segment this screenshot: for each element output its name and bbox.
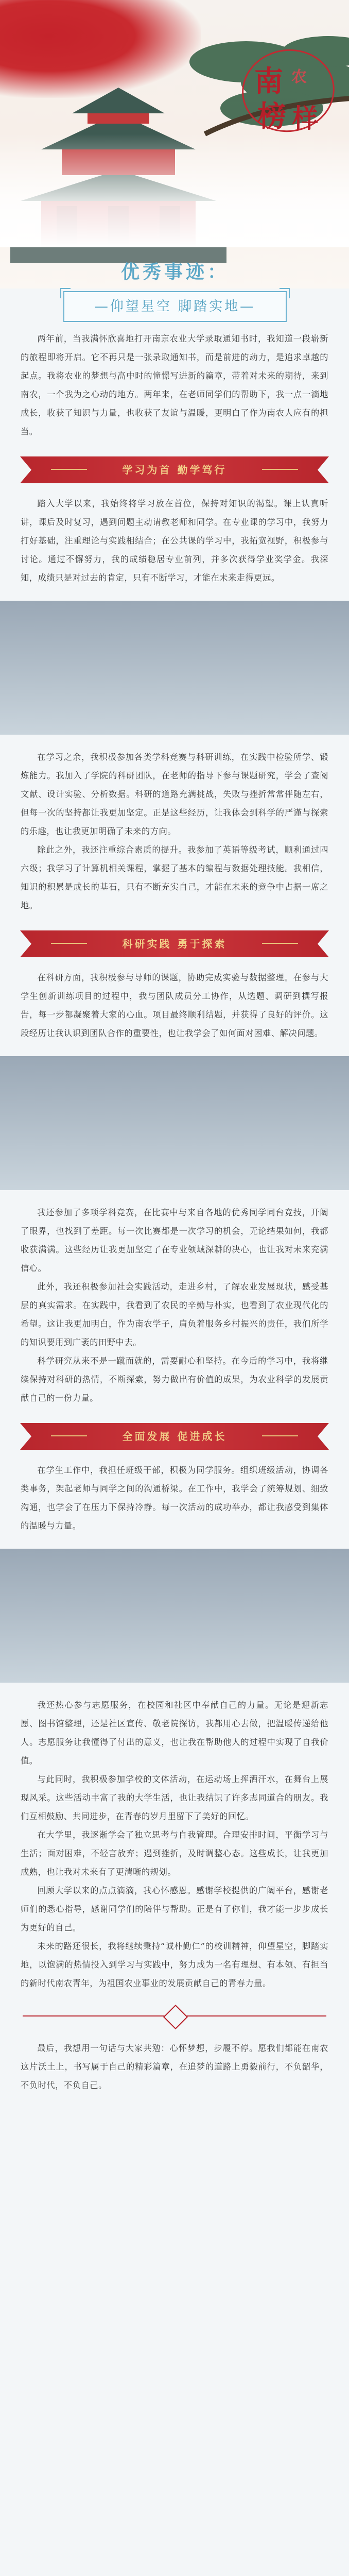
- brand-stamp-logo: 南 农 榜 样: [242, 49, 335, 132]
- intro-paragraph: 两年前，当我满怀欣喜地打开南京农业大学录取通知书时，我知道一段崭新的旅程即将开启。它不再只是一张录取通知书，而是前进的动力，是追求卓越的起点。我将农业的梦想与高中时的憧憬写进新的篇章，带着对未来的期待，来到南农，一个我为之心动的地方。两年来，在老师同学们的帮助下，我一点一滴地成长，收获了知识与力量，也收获了友谊与温暖，更明白了作为南农人应有的担当。: [21, 334, 328, 436]
- study-paragraph-2: 在学习之余，我积极参加各类学科竞赛与科研训练，在实践中检验所学、锻炼能力。我加入了学院的科研团队，在老师的指导下参与课题研究，学会了查阅文献、设计实验、分析数据。科研的道路充满挑战，失败与挫折常常伴随左右，但每一次的坚持都让我更加坚定。正是这些经历，让我体会到科学的严谨与探索的乐趣，也让我更加明确了未来的方向。: [21, 752, 328, 836]
- section-title: [57, 258, 293, 322]
- section-banner-study: [20, 456, 329, 483]
- growth-paragraph-3: 与此同时，我积极参加学校的文体活动，在运动场上挥洒汗水，在舞台上展现风采。这些活动丰富了我的大学生活，也让我结识了许多志同道合的朋友。我们互相鼓励、共同进步，在青春的岁月里留下了美好的回忆。: [21, 1774, 328, 1821]
- practice-paragraph-2: 我还参加了多项学科竞赛，在比赛中与来自各地的优秀同学同台竞技，开阔了眼界，也找到了差距。每一次比赛都是一次学习的机会，无论结果如何，我都收获满满。这些经历让我更加坚定了在专业领域深耕的决心，也让我对未来充满信心。: [21, 1208, 328, 1273]
- research-photo: [0, 1056, 349, 1190]
- banner-study-text: 学习为首 勤学笃行: [122, 464, 227, 476]
- section-banner-research: [20, 930, 329, 957]
- banner-growth-text: 全面发展 促进成长: [122, 1430, 227, 1443]
- growth-paragraph-2: 我还热心参与志愿服务，在校园和社区中奉献自己的力量。无论是迎新志愿、图书馆整理，还是社区宣传、敬老院探访，我都用心去做，把温暖传递给他人。志愿服务让我懂得了付出的意义，也让我在帮助他人的过程中实现了自我价值。: [21, 1700, 328, 1766]
- section-divider: [23, 2006, 326, 2026]
- article-body: [0, 330, 349, 2095]
- header-banner: [0, 0, 349, 289]
- section-subtitle: —仰望星空 脚踏实地—: [63, 291, 287, 322]
- banner-research-text: 科研实践 勇于探索: [122, 938, 227, 950]
- study-photo: [0, 601, 349, 735]
- study-paragraph-3: 除此之外，我还注重综合素质的提升。我参加了英语等级考试，顺利通过四六级；我学习了计算机相关课程，掌握了基本的编程与数据处理技能。我相信，知识的积累是成长的基石，只有不断充实自己，才能在未来的竞争中占据一席之地。: [21, 845, 328, 910]
- growth-paragraph-6: 未来的路还很长，我将继续秉持“诚朴勤仁”的校训精神，仰望星空，脚踏实地，以饱满的热情投入到学习与实践中，努力成为一名有理想、有本领、有担当的新时代南农青年，为祖国农业事业的发展贡献自己的青春力量。: [21, 1941, 328, 1988]
- closing-paragraph: 最后，我想用一句话与大家共勉：心怀梦想，步履不停。愿我们都能在南农这片沃土上，书写属于自己的精彩篇章，在追梦的道路上勇毅前行，不负韶华，不负时代，不负自己。: [21, 2043, 328, 2090]
- section-banner-growth: [20, 1423, 329, 1450]
- practice-paragraph-3: 此外，我还积极参加社会实践活动，走进乡村，了解农业发展现状，感受基层的真实需求。在实践中，我看到了农民的辛勤与朴实，也看到了农业现代化的希望。这让我更加明白，作为南农学子，肩负着服务乡村振兴的责任，我们所学的知识要用到广袤的田野中去。: [21, 1282, 328, 1347]
- growth-paragraph-1: 在学生工作中，我担任班级干部，积极为同学服务。组织班级活动，协调各类事务，架起老师与同学之间的沟通桥梁。在工作中，我学会了统筹规划、细致沟通，也学会了在压力下保持冷静。每一次活动的成功举办，都让我感受到集体的温暖与力量。: [21, 1465, 328, 1531]
- growth-paragraph-5: 回顾大学以来的点点滴滴，我心怀感恩。感谢学校提供的广阔平台，感谢老师们的悉心指导，感谢同学们的陪伴与帮助。正是有了你们，我才能一步步成长为更好的自己。: [21, 1886, 328, 1933]
- section-label: 优秀事迹：: [120, 261, 229, 283]
- practice-paragraph-1: 在科研方面，我积极参与导师的课题，协助完成实验与数据整理。在参与大学生创新训练项目的过程中，我与团队成员分工协作，从选题、调研到撰写报告，每一步都凝聚着大家的心血。项目最终顺利结题，并获得了良好的评价。这段经历让我认识到团队合作的重要性，也让我学会了如何面对困难、解决问题。: [21, 973, 328, 1038]
- study-paragraph-1: 踏入大学以来，我始终将学习放在首位，保持对知识的渴望。课上认真听讲，课后及时复习，遇到问题主动请教老师和同学。在专业课的学习中，我努力打好基础，注重理论与实践相结合；在公共课的学习中，我拓宽视野，积极参与讨论。通过不懈努力，我的成绩稳居专业前列，并多次获得学业奖学金。我深知，成绩只是对过去的肯定，只有不断学习，才能在未来走得更远。: [21, 499, 328, 583]
- practice-paragraph-4: 科学研究从来不是一蹴而就的，需要耐心和坚持。在今后的学习中，我将继续保持对科研的热情，不断探索，努力做出有价值的成果，为农业科学的发展贡献自己的一份力量。: [21, 1356, 328, 1403]
- growth-photo: [0, 1549, 349, 1683]
- growth-paragraph-4: 在大学里，我逐渐学会了独立思考与自我管理。合理安排时间，平衡学习与生活；面对困难，不轻言放弃；遇到挫折，及时调整心态。这些成长，让我更加成熟，也让我对未来有了更清晰的规划。: [21, 1830, 328, 1877]
